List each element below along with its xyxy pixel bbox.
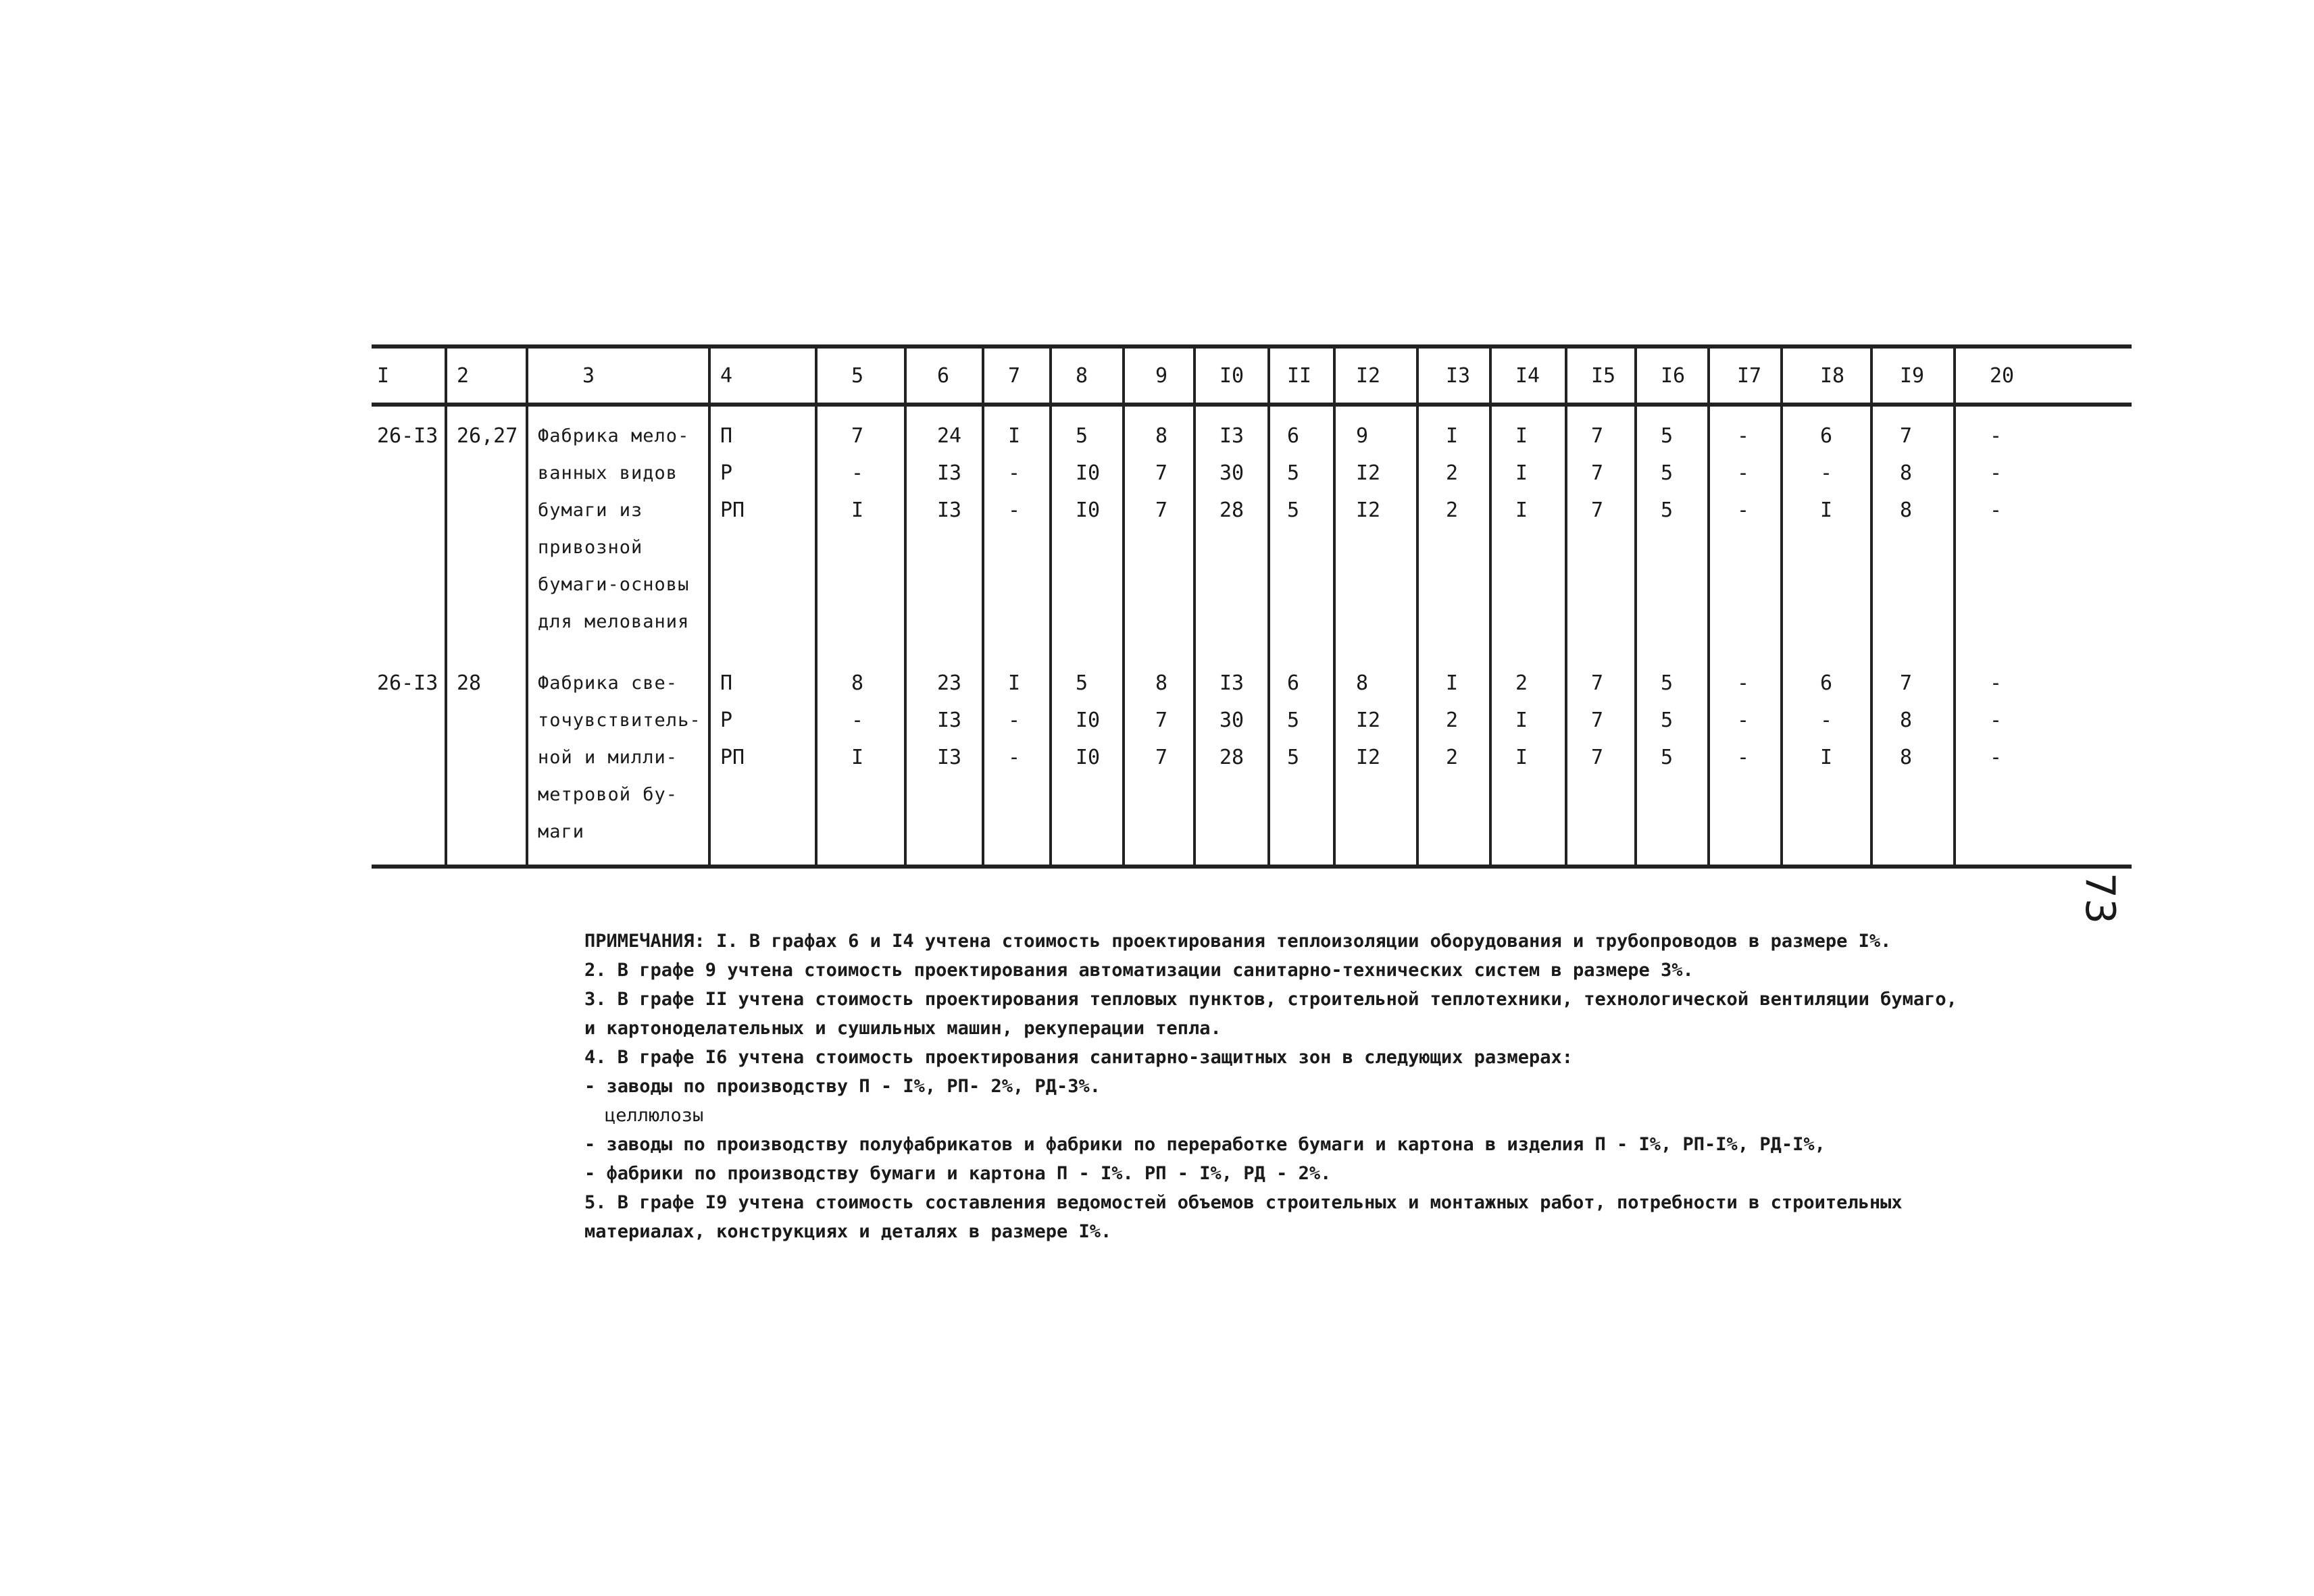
cell-c1: [372, 654, 446, 867]
cell-text: -: [1737, 709, 1750, 732]
cell-c1: [372, 405, 446, 654]
col-header: I5: [1566, 346, 1636, 405]
cell-text: -: [1990, 461, 2003, 485]
cell-text: 7: [851, 424, 864, 448]
cell-c5: [816, 654, 905, 867]
col-header: I9: [1871, 346, 1955, 405]
cell-text: 28: [457, 671, 482, 695]
cell-c20: [1955, 654, 2132, 867]
cell-c10: [1194, 405, 1269, 654]
cell-text: 5: [1661, 461, 1674, 485]
cell-text: 7: [1591, 498, 1604, 522]
cell-text: 8: [851, 671, 864, 695]
col-header: I8: [1782, 346, 1871, 405]
cell-text: 7: [1591, 671, 1604, 695]
cell-text: 7: [1155, 498, 1168, 522]
cell-text: I3: [1219, 671, 1244, 695]
cell-c8: [1051, 405, 1124, 654]
cell-text: 8: [1356, 671, 1369, 695]
cell-c12: [1334, 405, 1417, 654]
cell-c9: [1124, 654, 1194, 867]
cell-text: -: [1737, 424, 1750, 448]
cell-text: 7: [1591, 424, 1604, 448]
note-line: - фабрики по производству бумаги и картона П - I%. РП - I%, РД - 2%.: [584, 1163, 1332, 1184]
cell-text: I: [1820, 498, 1833, 522]
cell-text: 28: [1219, 746, 1244, 769]
cell-text: Р: [720, 709, 733, 732]
col-header: 8: [1051, 346, 1124, 405]
note-line: и картоноделательных и сушильных машин, рекуперации тепла.: [584, 1018, 1222, 1039]
cell-c4: [709, 654, 816, 867]
cell-c4: [709, 405, 816, 654]
cell-text: метровой бу-: [538, 784, 678, 805]
col-header: II: [1269, 346, 1334, 405]
note-line: 2. В графе 9 учтена стоимость проектирования автоматизации санитарно-технических систем в размере 3%.: [584, 960, 1694, 981]
col-header: I0: [1194, 346, 1269, 405]
cell-text: I3: [937, 746, 962, 769]
note-line: материалах, конструкциях и деталях в размере I%.: [584, 1221, 1112, 1242]
cell-text: 26-I3: [377, 424, 438, 448]
cell-text: I: [851, 498, 864, 522]
cell-text: -: [1737, 671, 1750, 695]
cell-text: -: [1820, 709, 1833, 732]
cell-text: -: [851, 709, 864, 732]
note-line: 5. В графе I9 учтена стоимость составления ведомостей объемов строительных и монтажных работ, потребности в строительных: [584, 1192, 1903, 1213]
cell-text: I0: [1076, 498, 1101, 522]
cell-text: 2: [1446, 746, 1459, 769]
col-header: 3: [527, 346, 709, 405]
cell-text: 2: [1446, 461, 1459, 485]
cell-text: 5: [1661, 709, 1674, 732]
cell-c13: [1417, 405, 1490, 654]
cell-text: I2: [1356, 746, 1381, 769]
cell-text: 26-I3: [377, 671, 438, 695]
cell-text: 6: [1820, 424, 1833, 448]
cell-text: I3: [1219, 424, 1244, 448]
cell-text: 9: [1356, 424, 1369, 448]
cell-text: 6: [1820, 671, 1833, 695]
cell-text: -: [1990, 746, 2003, 769]
cell-text: 8: [1155, 671, 1168, 695]
cell-c6: [905, 405, 983, 654]
cell-c7: [983, 405, 1051, 654]
cell-text: I: [1446, 424, 1459, 448]
notes-block: [584, 927, 2260, 1246]
cell-c5: [816, 405, 905, 654]
cell-text: I2: [1356, 461, 1381, 485]
cell-text: 30: [1219, 709, 1244, 732]
cell-text: I3: [937, 498, 962, 522]
cell-text: 5: [1661, 498, 1674, 522]
cell-c6: [905, 654, 983, 867]
cell-text: 5: [1287, 498, 1300, 522]
cell-text: 2: [1515, 671, 1528, 695]
cell-text: I: [1446, 671, 1459, 695]
cell-text: П: [720, 671, 733, 695]
cell-text: РП: [720, 746, 745, 769]
cell-text: ной и милли-: [538, 747, 678, 768]
cell-text: 2: [1446, 709, 1459, 732]
col-header: 5: [816, 346, 905, 405]
note-line: ПРИМЕЧАНИЯ: I. В графах 6 и I4 учтена стоимость проектирования теплоизоляции оборудования и трубопроводов в размере I%.: [584, 931, 1892, 952]
col-header: 4: [709, 346, 816, 405]
cell-text: I: [1515, 709, 1528, 732]
cell-text: I2: [1356, 498, 1381, 522]
cell-text: I: [1820, 746, 1833, 769]
cell-text: I: [1515, 498, 1528, 522]
cell-c11: [1269, 654, 1334, 867]
cell-text: I: [851, 746, 864, 769]
cell-text: -: [1008, 498, 1021, 522]
cell-text: I3: [937, 709, 962, 732]
cell-text: ванных видов: [538, 463, 678, 484]
cell-text: 24: [937, 424, 962, 448]
cell-text: -: [1990, 709, 2003, 732]
cell-text: 8: [1900, 746, 1913, 769]
cell-text: 2: [1446, 498, 1459, 522]
cell-text: 7: [1591, 746, 1604, 769]
table-header: [372, 346, 2132, 405]
cell-text: 23: [937, 671, 962, 695]
col-header: 7: [983, 346, 1051, 405]
col-header: 9: [1124, 346, 1194, 405]
cell-c14: [1490, 654, 1566, 867]
cell-text: -: [1737, 461, 1750, 485]
cell-text: 5: [1661, 424, 1674, 448]
cell-c11: [1269, 405, 1334, 654]
col-header: 6: [905, 346, 983, 405]
cell-text: Фабрика мело-: [538, 426, 690, 446]
col-header: I7: [1709, 346, 1782, 405]
cell-c20: [1955, 405, 2132, 654]
cell-text: -: [1990, 671, 2003, 695]
cell-text: 8: [1900, 461, 1913, 485]
cell-text: 5: [1287, 461, 1300, 485]
col-header: I2: [1334, 346, 1417, 405]
cell-text: 5: [1661, 746, 1674, 769]
cell-text: 6: [1287, 424, 1300, 448]
cell-text: 8: [1155, 424, 1168, 448]
cell-text: -: [851, 461, 864, 485]
cell-text: 6: [1287, 671, 1300, 695]
cell-text: 7: [1155, 746, 1168, 769]
cell-text: Фабрика све-: [538, 673, 678, 694]
col-header: 20: [1955, 346, 2132, 405]
cell-c17: [1709, 405, 1782, 654]
cell-text: РП: [720, 498, 745, 522]
cell-c9: [1124, 405, 1194, 654]
note-line: 3. В графе II учтена стоимость проектирования тепловых пунктов, строительной теплотехники, технологической вентиляции бумаго,: [584, 989, 1957, 1010]
cell-text: маги: [538, 821, 585, 842]
cell-text: -: [1990, 498, 2003, 522]
cell-text: 5: [1076, 424, 1088, 448]
cell-c19: [1871, 654, 1955, 867]
col-header: I4: [1490, 346, 1566, 405]
cell-text: I: [1008, 424, 1021, 448]
cell-text: -: [1737, 498, 1750, 522]
cell-text: для мелования: [538, 611, 690, 632]
header-row: [372, 346, 2132, 405]
col-header: I: [372, 346, 446, 405]
cell-c12: [1334, 654, 1417, 867]
cell-text: 8: [1900, 498, 1913, 522]
cell-c19: [1871, 405, 1955, 654]
cell-text: -: [1008, 461, 1021, 485]
cell-c7: [983, 654, 1051, 867]
cell-text: 7: [1155, 709, 1168, 732]
note-line: целлюлозы: [605, 1105, 704, 1126]
cell-c2: [446, 654, 527, 867]
cell-text: бумаги из: [538, 500, 643, 521]
note-line: 4. В графе I6 учтена стоимость проектирования санитарно-защитных зон в следующих размерах:: [584, 1047, 1573, 1068]
cell-text: -: [1008, 709, 1021, 732]
page-number: 73: [2076, 872, 2124, 925]
cell-text: I: [1008, 671, 1021, 695]
cell-c2: [446, 405, 527, 654]
table-row: [372, 654, 2132, 867]
cell-text: 28: [1219, 498, 1244, 522]
cell-text: I0: [1076, 709, 1101, 732]
cell-text: I0: [1076, 746, 1101, 769]
cell-c13: [1417, 654, 1490, 867]
cell-text: 7: [1900, 424, 1913, 448]
cell-text: точувствитель-: [538, 710, 701, 731]
cell-text: -: [1008, 746, 1021, 769]
cell-text: I: [1515, 746, 1528, 769]
col-header: I6: [1636, 346, 1709, 405]
cell-text: 26,27: [457, 424, 518, 448]
cell-text: I: [1515, 461, 1528, 485]
cell-text: Р: [720, 461, 733, 485]
cell-text: -: [1820, 461, 1833, 485]
cell-text: П: [720, 424, 733, 448]
cell-c15: [1566, 654, 1636, 867]
col-header: 2: [446, 346, 527, 405]
cell-text: привозной: [538, 537, 643, 558]
cell-text: I3: [937, 461, 962, 485]
cell-text: 5: [1287, 709, 1300, 732]
cell-text: 7: [1591, 461, 1604, 485]
cell-text: бумаги-основы: [538, 574, 690, 595]
cell-text: 8: [1900, 709, 1913, 732]
cell-text: I2: [1356, 709, 1381, 732]
note-line: - заводы по производству П - I%, РП- 2%, РД-3%.: [584, 1076, 1101, 1097]
cell-c8: [1051, 654, 1124, 867]
cell-text: 7: [1155, 461, 1168, 485]
cell-text: 5: [1076, 671, 1088, 695]
cell-text: 7: [1900, 671, 1913, 695]
cost-table: [372, 344, 2132, 869]
note-line: - заводы по производству полуфабрикатов и фабрики по переработке бумаги и картона в изделия П - I%, РП-I%, РД-I%,: [584, 1134, 1826, 1155]
cell-c10: [1194, 654, 1269, 867]
cell-text: -: [1990, 424, 2003, 448]
cell-c15: [1566, 405, 1636, 654]
cell-text: -: [1737, 746, 1750, 769]
cell-c14: [1490, 405, 1566, 654]
cell-c17: [1709, 654, 1782, 867]
cell-c3: [527, 654, 709, 867]
cell-c16: [1636, 654, 1709, 867]
table-row: [372, 405, 2132, 654]
cell-text: 7: [1591, 709, 1604, 732]
cell-c16: [1636, 405, 1709, 654]
cell-c18: [1782, 654, 1871, 867]
cell-c3: [527, 405, 709, 654]
cell-text: 5: [1661, 671, 1674, 695]
cell-text: I: [1515, 424, 1528, 448]
col-header: I3: [1417, 346, 1490, 405]
cell-c18: [1782, 405, 1871, 654]
cell-text: I0: [1076, 461, 1101, 485]
cell-text: 30: [1219, 461, 1244, 485]
cell-text: 5: [1287, 746, 1300, 769]
